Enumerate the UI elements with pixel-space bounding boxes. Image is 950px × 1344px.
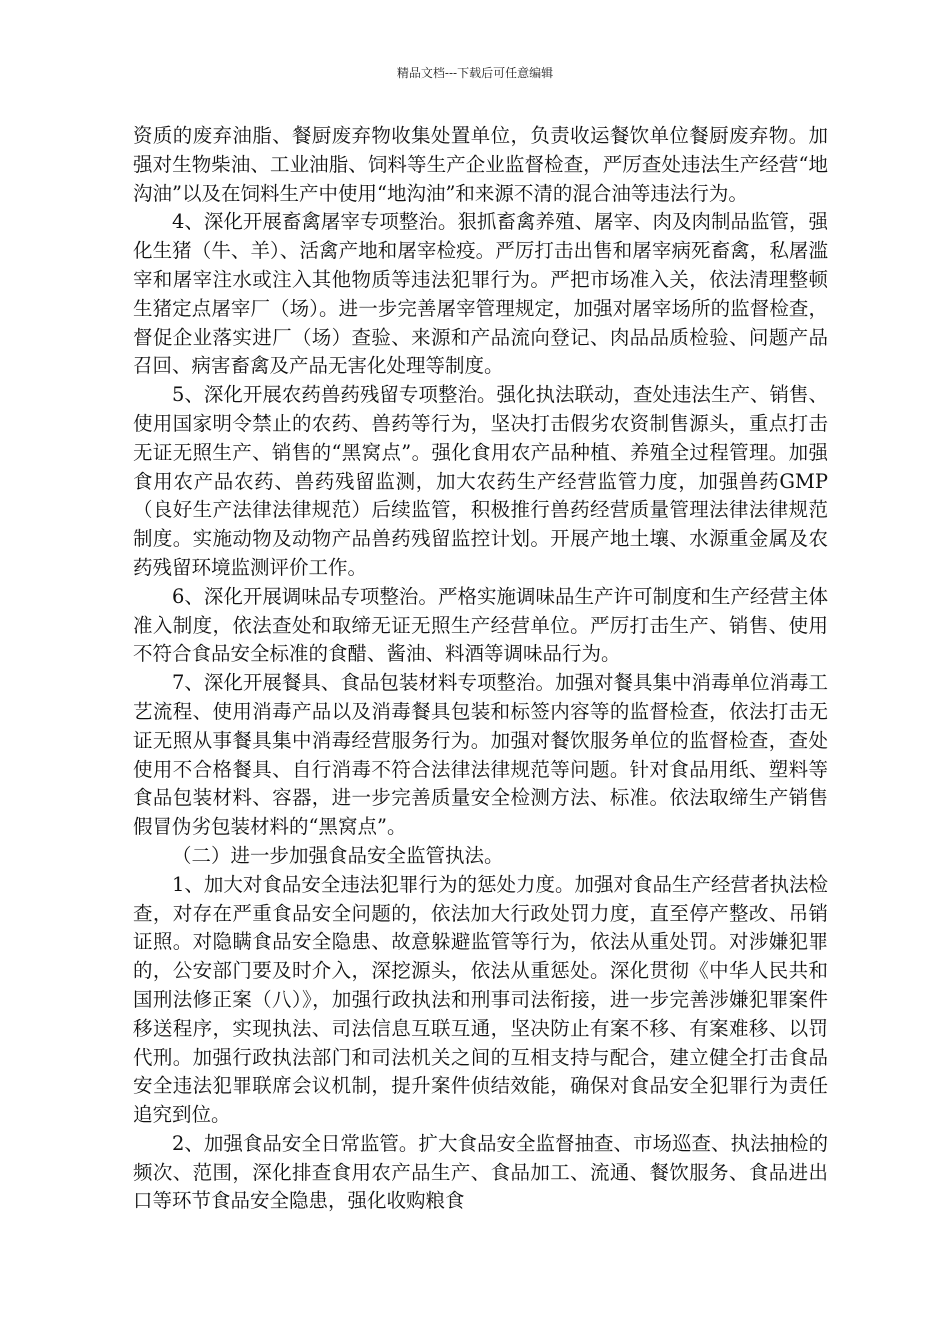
paragraph-item-4: 4、深化开展畜禽屠宰专项整治。狠抓畜禽养殖、屠宰、肉及肉制品监管，强化生猪（牛、羊）、活禽产地和屠宰检疫。严厉打击出售和屠宰病死畜禽，私屠滥宰和屠宰注水或注入其他物质等违法犯罪行为。严把市场准入关，依法清理整顿生猪定点屠宰厂（场）。进一步完善屠宰管理规定，加强对屠宰场所的监督检查，督促企业落实进厂（场）查验、来源和产品流向登记、肉品品质检验、问题产品召回、病害畜禽及产品无害化处理等制度。	[133, 210, 828, 378]
page-header: 精品文档---下载后可任意编辑	[396, 66, 554, 80]
document-body	[133, 122, 828, 1216]
section-heading-2: （二）进一步加强食品安全监管执法。	[172, 843, 504, 867]
paragraph-enforcement-2: 2、加强食品安全日常监管。扩大食品安全监督抽查、市场巡查、执法抽检的频次、范围，深化排查食用农产品生产、食品加工、流通、餐饮服务、食品进出口等环节食品安全隐患，强化收购粮食	[133, 1131, 828, 1213]
paragraph-item-5: 5、深化开展农药兽药残留专项整治。强化执法联动，查处违法生产、销售、使用国家明令禁止的农药、兽药等行为，坚决打击假劣农资制售源头，重点打击无证无照生产、销售的“黑窝点”。强化食用农产品种植、养殖全过程管理。加强食用农产品农药、兽药残留监测，加大农药生产经营监管力度，加强兽药GMP（良好生产法律法律规范）后续监管，积极推行兽药经营质量管理法律法律规范制度。实施动物及动物产品兽药残留监控计划。开展产地土壤、水源重金属及农药残留环境监测评价工作。	[133, 383, 828, 579]
paragraph-item-6: 6、深化开展调味品专项整治。严格实施调味品生产许可制度和生产经营主体准入制度，依法查处和取缔无证无照生产经营单位。严厉打击生产、销售、使用不符合食品安全标准的食醋、酱油、料酒等调味品行为。	[133, 584, 828, 666]
paragraph-item-7: 7、深化开展餐具、食品包装材料专项整治。加强对餐具集中消毒单位消毒工艺流程、使用消毒产品以及消毒餐具包装和标签内容等的监督检查，依法打击无证无照从事餐具集中消毒经营服务行为。加强对餐饮服务单位的监督检查，查处使用不合格餐具、自行消毒不符合法律法律规范等问题。针对食品用纸、塑料等食品包装材料、容器，进一步完善质量安全检测方法、标准。依法取缔生产销售假冒伪劣包装材料的“黑窝点”。	[133, 671, 828, 839]
paragraph-enforcement-1: 1、加大对食品安全违法犯罪行为的惩处力度。加强对食品生产经营者执法检查，对存在严重食品安全问题的，依法加大行政处罚力度，直至停产整改、吊销证照。对隐瞒食品安全隐患、故意躲避监管等行为，依法从重处罚。对涉嫌犯罪的，公安部门要及时介入，深挖源头，依法从重惩处。深化贯彻《中华人民共和国刑法修正案（八）》，加强行政执法和刑事司法衔接，进一步完善涉嫌犯罪案件移送程序，实现执法、司法信息互联互通，坚决防止有案不移、有案难移、以罚代刑。加强行政执法部门和司法机关之间的互相支持与配合，建立健全打击食品安全违法犯罪联席会议机制，提升案件侦结效能，确保对食品安全犯罪行为责任追究到位。	[133, 872, 828, 1127]
paragraph-continuation: 资质的废弃油脂、餐厨废弃物收集处置单位，负责收运餐饮单位餐厨废弃物。加强对生物柴油、工业油脂、饲料等生产企业监督检查，严厉查处违法生产经营“地沟油”以及在饲料生产中使用“地沟油”和来源不清的混合油等违法行为。	[133, 124, 828, 205]
